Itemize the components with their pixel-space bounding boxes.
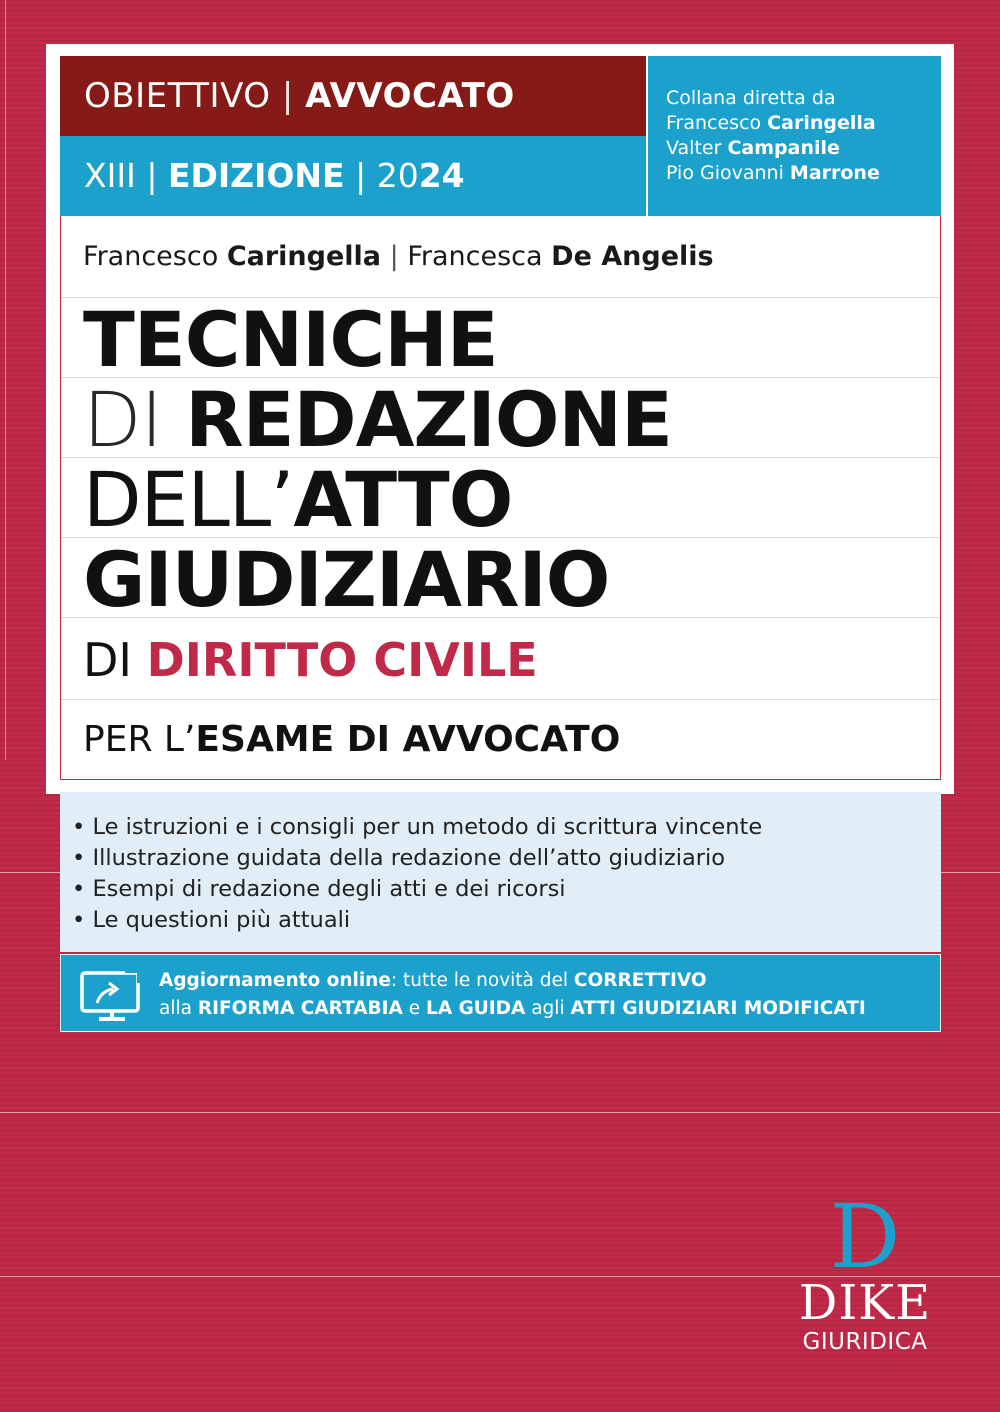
online-text-bold: CORRETTIVO xyxy=(573,970,707,991)
online-text-bold: LA GUIDA xyxy=(426,998,526,1019)
editor-last-name: Caringella xyxy=(767,112,876,134)
title-text-light: DELL’ xyxy=(83,455,294,544)
title-text-light: PER L’ xyxy=(83,719,196,760)
editor-line xyxy=(666,136,941,161)
online-text-bold: ATTI GIUDIZIARI MODIFICATI xyxy=(570,998,866,1019)
edition-bar xyxy=(60,136,646,216)
online-text-part: e xyxy=(402,998,427,1019)
list-item: • Illustrazione guidata della redazione dell’atto giudiziario xyxy=(72,843,941,874)
title-text: REDAZIONE xyxy=(185,375,672,464)
online-text-part: alla xyxy=(159,998,198,1019)
author-first-name: Francesco xyxy=(83,241,219,272)
decorative-stripe xyxy=(0,1112,1000,1113)
title-line-2 xyxy=(61,375,940,464)
edition-year-b: 24 xyxy=(418,156,465,195)
title-line-1 xyxy=(61,295,940,384)
editor-line xyxy=(666,111,941,136)
list-item: • Esempi di redazione degli atti e dei ricorsi xyxy=(72,874,941,905)
editor-last-name: Marrone xyxy=(789,162,880,184)
title-text-light: DI xyxy=(83,633,147,687)
authors xyxy=(61,216,940,298)
title-box xyxy=(60,216,941,780)
title-line-6 xyxy=(61,700,940,780)
author-first-name: Francesca xyxy=(407,241,543,272)
editor-first-name: Valter xyxy=(666,137,722,159)
title-line-3 xyxy=(61,455,940,544)
edition-number: XIII xyxy=(84,156,136,195)
series-separator: | xyxy=(281,76,294,116)
online-text-part: agli xyxy=(525,998,571,1019)
author-last-name: De Angelis xyxy=(551,241,714,272)
list-item: • Le istruzioni e i consigli per un metodo di scrittura vincente xyxy=(72,812,941,843)
title-line-4 xyxy=(61,535,940,624)
features-list xyxy=(60,792,941,952)
monitor-icon xyxy=(79,967,143,1025)
editor-last-name: Campanile xyxy=(727,137,840,159)
series-bar xyxy=(60,56,646,136)
editor-first-name: Francesco xyxy=(666,112,762,134)
online-text-bold: RIFORMA CARTABIA xyxy=(197,998,403,1019)
online-update-banner xyxy=(60,954,941,1032)
author-separator: | xyxy=(389,241,399,272)
title-text: TECNICHE xyxy=(83,295,498,384)
edition-label: EDIZIONE xyxy=(167,156,345,195)
publisher-logo xyxy=(790,1185,940,1356)
publisher-mark: D xyxy=(829,1185,901,1288)
edition-year-a: 20 xyxy=(376,156,419,195)
online-update-text xyxy=(159,967,866,1023)
series-name: AVVOCATO xyxy=(305,76,515,116)
subject-text: DIRITTO CIVILE xyxy=(146,633,538,687)
decorative-vertical-line xyxy=(5,0,6,760)
title-text-light: DI xyxy=(83,375,186,464)
edition-separator: | xyxy=(146,156,158,195)
edition-separator: | xyxy=(355,156,367,195)
series-direction xyxy=(648,56,941,216)
title-text: ATTO xyxy=(293,455,513,544)
series-prefix: OBIETTIVO xyxy=(84,76,271,116)
direction-intro: Collana diretta da xyxy=(666,87,836,109)
editor-line xyxy=(666,161,941,186)
online-text-part: : tutte le novità del xyxy=(390,970,574,991)
publisher-sub: GIURIDICA xyxy=(802,1329,928,1355)
author-last-name: Caringella xyxy=(226,241,382,272)
title-text: GIUDIZIARIO xyxy=(83,535,610,624)
title-line-5 xyxy=(61,618,940,700)
publisher-name: DIKE xyxy=(798,1275,932,1331)
list-item: • Le questioni più attuali xyxy=(72,905,941,936)
editor-first-name: Pio Giovanni xyxy=(666,162,784,184)
online-label: Aggiornamento online xyxy=(159,970,391,991)
exam-text: ESAME DI AVVOCATO xyxy=(195,719,621,760)
